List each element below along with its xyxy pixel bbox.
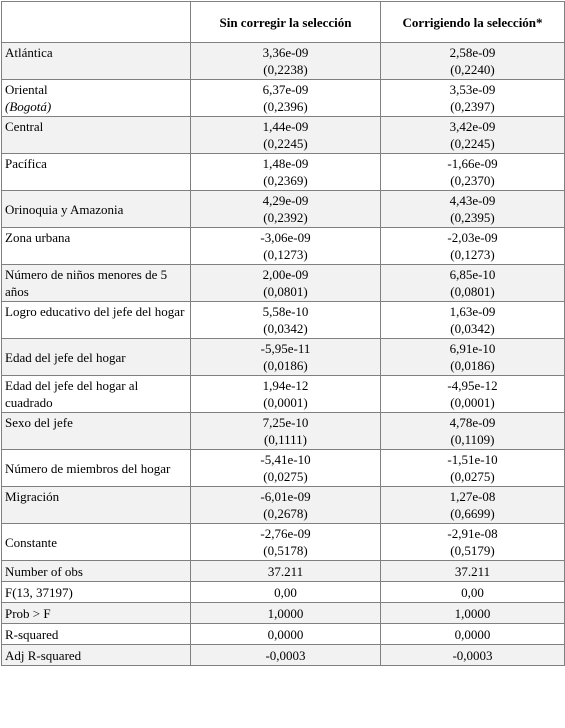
row-label: Edad del jefe del hogar al cuadrado [2, 376, 191, 413]
table-row [2, 376, 565, 413]
row-label: Orinoquia y Amazonia [2, 191, 191, 228]
stat-corrected: 0,0000 [381, 624, 565, 645]
row-label: Sexo del jefe [2, 413, 191, 450]
table-row [2, 339, 565, 376]
stat-uncorrected: 0,0000 [191, 624, 381, 645]
stat-uncorrected: -0,0003 [191, 645, 381, 666]
coef-uncorrected: 5,58e-10 (0,0342) [191, 302, 381, 339]
row-label: Constante [2, 524, 191, 561]
row-label: Edad del jefe del hogar [2, 339, 191, 376]
coef-corrected: -1,66e-09 (0,2370) [381, 154, 565, 191]
regression-table [1, 1, 565, 666]
table-row [2, 117, 565, 154]
table-row [2, 450, 565, 487]
row-label: Atlántica [2, 43, 191, 80]
coef-uncorrected: -5,41e-10 (0,0275) [191, 450, 381, 487]
table-row [2, 228, 565, 265]
stat-uncorrected: 0,00 [191, 582, 381, 603]
table-row [2, 413, 565, 450]
coef-uncorrected: 6,37e-09 (0,2396) [191, 80, 381, 117]
stat-corrected: 37.211 [381, 561, 565, 582]
coef-corrected: 1,27e-08 (0,6699) [381, 487, 565, 524]
stats-row [2, 645, 565, 666]
row-sublabel: (Bogotá) [5, 99, 52, 114]
coef-uncorrected: 1,48e-09 (0,2369) [191, 154, 381, 191]
header-corrected: Corrigiendo la selección* [381, 2, 565, 43]
coef-uncorrected: 3,36e-09 (0,2238) [191, 43, 381, 80]
stats-row [2, 561, 565, 582]
stat-label: Adj R-squared [2, 645, 191, 666]
stat-label: F(13, 37197) [2, 582, 191, 603]
coef-corrected: 3,53e-09 (0,2397) [381, 80, 565, 117]
stat-label: Prob > F [2, 603, 191, 624]
coef-uncorrected: 1,94e-12 (0,0001) [191, 376, 381, 413]
header-uncorrected: Sin corregir la selección [191, 2, 381, 43]
stats-row [2, 603, 565, 624]
coef-corrected: 4,78e-09 (0,1109) [381, 413, 565, 450]
coef-uncorrected: 7,25e-10 (0,1111) [191, 413, 381, 450]
row-label: Central [2, 117, 191, 154]
stat-label: Number of obs [2, 561, 191, 582]
header-blank-cell [2, 2, 191, 43]
table-row [2, 265, 565, 302]
coef-uncorrected: -5,95e-11 (0,0186) [191, 339, 381, 376]
row-label: Zona urbana [2, 228, 191, 265]
coef-corrected: -2,91e-08 (0,5179) [381, 524, 565, 561]
stat-corrected: 0,00 [381, 582, 565, 603]
table-row [2, 191, 565, 228]
coef-uncorrected: -3,06e-09 (0,1273) [191, 228, 381, 265]
stats-row [2, 582, 565, 603]
table-row [2, 43, 565, 80]
stat-uncorrected: 37.211 [191, 561, 381, 582]
coef-corrected: -4,95e-12 (0,0001) [381, 376, 565, 413]
row-label: Migración [2, 487, 191, 524]
coef-uncorrected: -6,01e-09 (0,2678) [191, 487, 381, 524]
coef-uncorrected: -2,76e-09 (0,5178) [191, 524, 381, 561]
row-label: Logro educativo del jefe del hogar [2, 302, 191, 339]
coef-uncorrected: 2,00e-09 (0,0801) [191, 265, 381, 302]
stat-corrected: -0,0003 [381, 645, 565, 666]
coef-corrected: 2,58e-09 (0,2240) [381, 43, 565, 80]
coef-corrected: -1,51e-10 (0,0275) [381, 450, 565, 487]
coef-corrected: 1,63e-09 (0,0342) [381, 302, 565, 339]
coef-corrected: 6,91e-10 (0,0186) [381, 339, 565, 376]
coef-uncorrected: 4,29e-09 (0,2392) [191, 191, 381, 228]
table-row [2, 154, 565, 191]
coef-uncorrected: 1,44e-09 (0,2245) [191, 117, 381, 154]
coef-corrected: -2,03e-09 (0,1273) [381, 228, 565, 265]
header-row [2, 2, 565, 43]
stat-uncorrected: 1,0000 [191, 603, 381, 624]
table-row [2, 80, 565, 117]
coef-corrected: 3,42e-09 (0,2245) [381, 117, 565, 154]
row-label: Oriental (Bogotá) [2, 80, 191, 117]
stat-label: R-squared [2, 624, 191, 645]
row-label: Número de miembros del hogar [2, 450, 191, 487]
table-row [2, 302, 565, 339]
coef-corrected: 4,43e-09 (0,2395) [381, 191, 565, 228]
table-row [2, 487, 565, 524]
stats-row [2, 624, 565, 645]
stat-corrected: 1,0000 [381, 603, 565, 624]
row-label: Pacífica [2, 154, 191, 191]
coef-corrected: 6,85e-10 (0,0801) [381, 265, 565, 302]
table-row [2, 524, 565, 561]
row-label: Número de niños menores de 5 años [2, 265, 191, 302]
